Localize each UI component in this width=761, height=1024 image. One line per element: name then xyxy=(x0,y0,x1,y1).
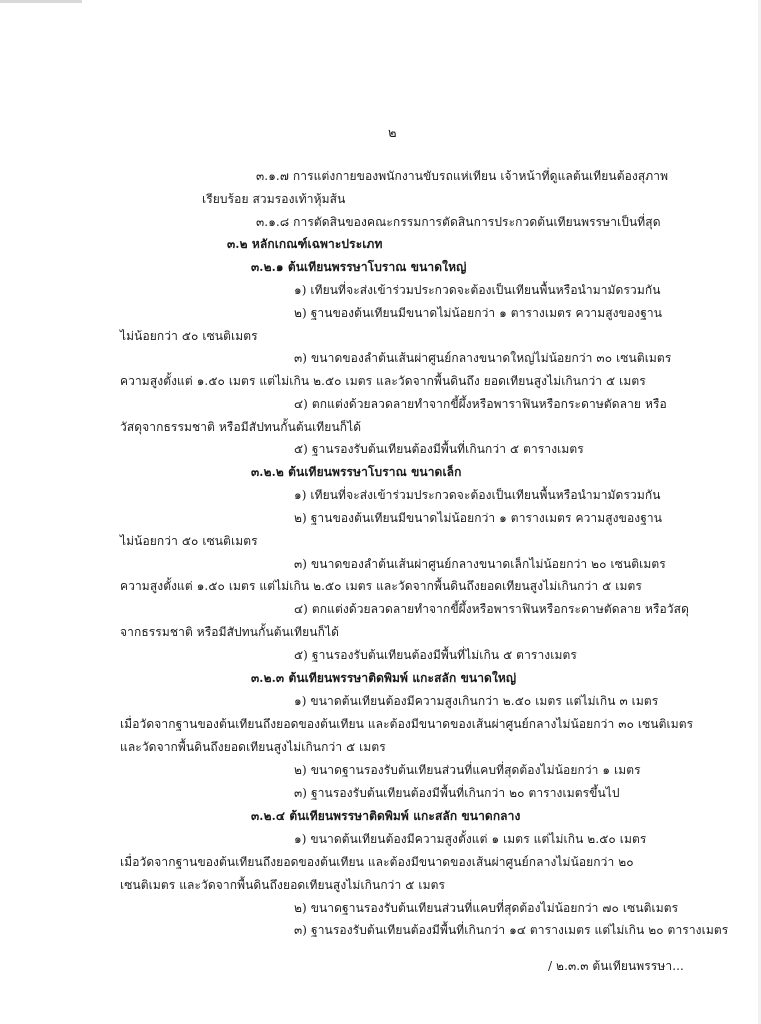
item-3-2-4-1: ๑) ขนาดต้นเทียนต้องมีความสูงตั้งแต่ ๑ เมตร แต่ไม่เกิน ๒.๕๐ เมตร xyxy=(294,832,647,846)
page-number: ๒ xyxy=(388,126,397,141)
heading-3-2-1: ๓.๒.๑ ต้นเทียนพรรษาโบราณ ขนาดใหญ่ xyxy=(251,260,467,274)
heading-3-2-4: ๓.๒.๔ ต้นเทียนพรรษาติดพิมพ์ แกะสลัก ขนาดกลาง xyxy=(251,809,521,823)
scan-edge xyxy=(0,0,82,3)
heading-3-2: ๓.๒ หลักเกณฑ์เฉพาะประเภท xyxy=(227,237,383,251)
item-3-2-2-3: ๓) ขนาดของลำต้นเส้นผ่าศูนย์กลางขนาดเล็กไม่น้อยกว่า ๒๐ เซนติเมตร xyxy=(294,557,666,571)
item-3-2-1-5: ๕) ฐานรองรับต้นเทียนต้องมีพื้นที่เกินกว่า ๕ ตารางเมตร xyxy=(294,442,584,456)
item-3-2-3-1-cont2: และวัดจากพื้นดินถึงยอดเทียนสูงไม่เกินกว่า ๕ เมตร xyxy=(120,740,386,754)
item-3-2-2-5: ๕) ฐานรองรับต้นเทียนต้องมีพื้นที่ไม่เกิน ๕ ตารางเมตร xyxy=(294,648,577,662)
item-3-2-1-1: ๑) เทียนที่จะส่งเข้าร่วมประกวดจะต้องเป็นเทียนพื้นหรือนำมามัดรวมกัน xyxy=(294,283,661,297)
item-3-2-2-2-cont: ไม่น้อยกว่า ๕๐ เซนติเมตร xyxy=(120,534,258,548)
heading-3-2-3: ๓.๒.๓ ต้นเทียนพรรษาติดพิมพ์ แกะสลัก ขนาดใหญ่ xyxy=(251,671,517,685)
item-3-2-3-1-cont: เมื่อวัดจากฐานของต้นเทียนถึงยอดของต้นเทียน และต้องมีขนาดของเส้นผ่าศูนย์กลางไม่น้อยกว่า ๓๐ เซนติเมตร xyxy=(120,717,694,731)
item-3-2-1-3-cont: ความสูงตั้งแต่ ๑.๕๐ เมตร แต่ไม่เกิน ๒.๕๐ เมตร และวัดจากพื้นดินถึง ยอดเทียนสูงไม่เกินกว่า ๕ เมตร xyxy=(120,374,646,388)
item-3-2-3-3: ๓) ฐานรองรับต้นเทียนต้องมีพื้นที่เกินกว่า ๒๐ ตารางเมตรขึ้นไป xyxy=(294,786,620,800)
item-3-2-2-4-cont: จากธรรมชาติ หรือมีสัปทนกั้นต้นเทียนก็ได้ xyxy=(120,625,339,639)
item-3-2-3-2: ๒) ขนาดฐานรองรับต้นเทียนส่วนที่แคบที่สุดต้องไม่น้อยกว่า ๑ เมตร xyxy=(294,763,641,777)
item-3-2-3-1: ๑) ขนาดต้นเทียนต้องมีความสูงเกินกว่า ๒.๕๐ เมตร แต่ไม่เกิน ๓ เมตร xyxy=(294,694,659,708)
clause-3-1-7-line2: เรียบร้อย สวมรองเท้าหุ้มส้น xyxy=(202,192,346,206)
item-3-2-4-1-cont: เมื่อวัดจากฐานของต้นเทียนถึงยอดของต้นเทียน และต้องมีขนาดของเส้นผ่าศูนย์กลางไม่น้อยกว่า ๒๐ xyxy=(120,855,634,869)
item-3-2-2-1: ๑) เทียนที่จะส่งเข้าร่วมประกวดจะต้องเป็นเทียนพื้นหรือนำมามัดรวมกัน xyxy=(294,488,661,502)
item-3-2-1-2-cont: ไม่น้อยกว่า ๕๐ เซนติเมตร xyxy=(120,329,258,343)
item-3-2-1-4: ๔) ตกแต่งด้วยลวดลายทำจากขี้ผึ้งหรือพาราฟินหรือกระดาษตัดลาย หรือ xyxy=(294,397,667,411)
footer-continuation: / ๒.๓.๓ ต้นเทียนพรรษา... xyxy=(548,959,684,973)
item-3-2-4-1-cont2: เซนติเมตร และวัดจากพื้นดินถึงยอดเทียนสูงไม่เกินกว่า ๕ เมตร xyxy=(120,878,446,892)
item-3-2-2-3-cont: ความสูงตั้งแต่ ๑.๕๐ เมตร แต่ไม่เกิน ๒.๕๐ เมตร และวัดจากพื้นดินถึงยอดเทียนสูงไม่เกินกว่า ๕ เมตร xyxy=(120,579,642,593)
item-3-2-4-3: ๓) ฐานรองรับต้นเทียนต้องมีพื้นที่เกินกว่า ๑๔ ตารางเมตร แต่ไม่เกิน ๒๐ ตารางเมตร xyxy=(294,923,729,937)
item-3-2-2-2: ๒) ฐานของต้นเทียนมีขนาดไม่น้อยกว่า ๑ ตารางเมตร ความสูงของฐาน xyxy=(294,511,663,525)
item-3-2-1-2: ๒) ฐานของต้นเทียนมีขนาดไม่น้อยกว่า ๑ ตารางเมตร ความสูงของฐาน xyxy=(294,306,663,320)
item-3-2-1-3: ๓) ขนาดของลำต้นเส้นผ่าศูนย์กลางขนาดใหญ่ไม่น้อยกว่า ๓๐ เซนติเมตร xyxy=(294,351,672,365)
item-3-2-4-2: ๒) ขนาดฐานรองรับต้นเทียนส่วนที่แคบที่สุดต้องไม่น้อยกว่า ๗๐ เซนติเมตร xyxy=(294,901,679,915)
heading-3-2-2: ๓.๒.๒ ต้นเทียนพรรษาโบราณ ขนาดเล็ก xyxy=(251,465,462,479)
item-3-2-1-4-cont: วัสดุจากธรรมชาติ หรือมีสัปทนกั้นต้นเทียนก็ได้ xyxy=(120,420,362,434)
item-3-2-2-4: ๔) ตกแต่งด้วยลวดลายทำจากขี้ผึ้งหรือพาราฟินหรือกระดาษตัดลาย หรือวัสดุ xyxy=(294,602,689,616)
clause-3-1-8: ๓.๑.๘ การตัดสินของคณะกรรมการตัดสินการประกวดต้นเทียนพรรษาเป็นที่สุด xyxy=(256,215,661,229)
clause-3-1-7-line1: ๓.๑.๗ การแต่งกายของพนักงานขับรถแห่เทียน เจ้าหน้าที่ดูแลต้นเทียนต้องสุภาพ xyxy=(256,169,669,183)
